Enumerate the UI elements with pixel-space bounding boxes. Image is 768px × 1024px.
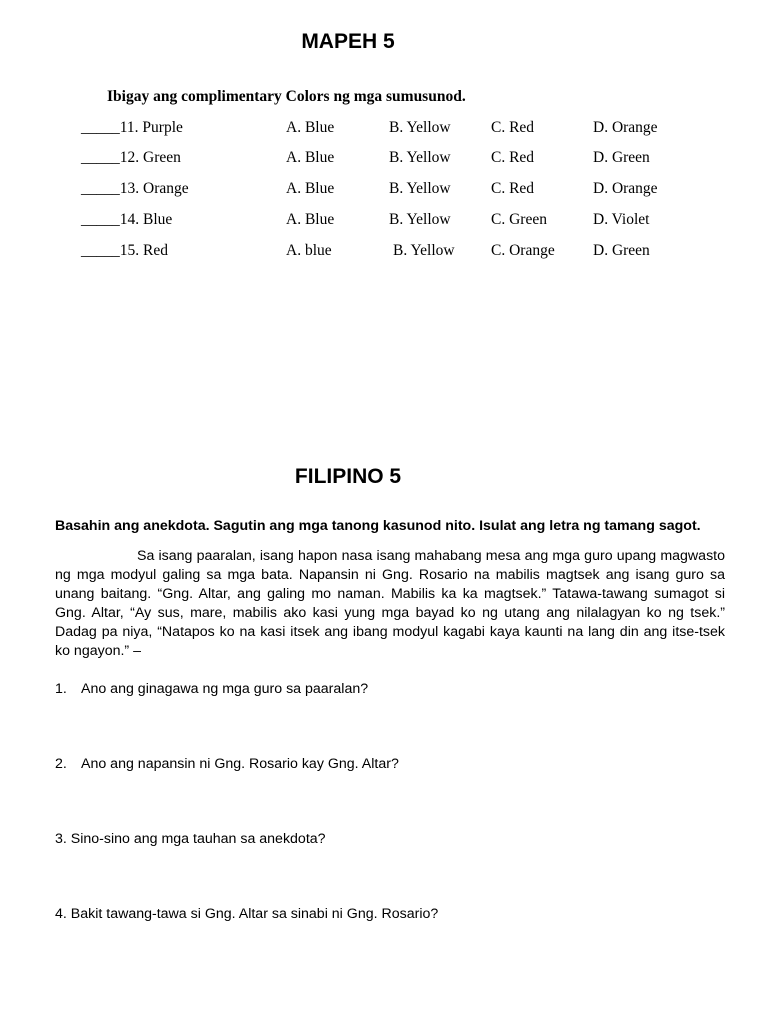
comprehension-question-2: [55, 756, 399, 772]
question-text: Ano ang napansin ni Gng. Rosario kay Gng. Altar?: [81, 756, 399, 772]
choice-d: D. Orange: [593, 180, 658, 197]
comprehension-question-1: [55, 681, 368, 697]
choice-a: A. Blue: [286, 149, 335, 166]
choice-c: C. Red: [491, 119, 535, 136]
mapeh-instruction: Ibigay ang complimentary Colors ng mga sumusunod.: [107, 88, 466, 105]
question-row-15: [0, 242, 768, 264]
question-row-13: [0, 180, 768, 202]
choice-a: A. blue: [286, 242, 332, 259]
choice-c: C. Green: [491, 211, 547, 228]
choice-d: D. Green: [593, 149, 650, 166]
question-text: 3. Sino-sino ang mga tauhan sa anekdota?: [55, 831, 326, 847]
question-text: Ano ang ginagawa ng mga guro sa paaralan?: [81, 681, 369, 697]
question-item: _____12. Green: [81, 149, 181, 166]
choice-d: D. Green: [593, 242, 650, 259]
mapeh-title: MAPEH 5: [301, 30, 395, 53]
choice-b: B. Yellow: [389, 211, 451, 228]
choice-b: B. Yellow: [389, 180, 451, 197]
choice-a: A. Blue: [286, 119, 335, 136]
question-item: _____14. Blue: [81, 211, 173, 228]
choice-c: C. Red: [491, 180, 535, 197]
question-number: 2.: [55, 756, 67, 772]
choice-d: D. Violet: [593, 211, 650, 228]
filipino-title: FILIPINO 5: [294, 465, 402, 488]
choice-d: D. Orange: [593, 119, 658, 136]
choice-b: B. Yellow: [389, 149, 451, 166]
question-item: _____11. Purple: [81, 119, 183, 136]
comprehension-question-4: [55, 906, 438, 922]
filipino-instruction: Basahin ang anekdota. Sagutin ang mga tanong kasunod nito. Isulat ang letra ng tamang sagot.: [55, 518, 701, 534]
comprehension-question-3: [55, 831, 326, 847]
choice-c: C. Orange: [491, 242, 555, 259]
question-row-11: [0, 119, 768, 141]
question-number: 1.: [55, 681, 67, 697]
question-row-12: [0, 149, 768, 171]
choice-a: A. Blue: [286, 180, 335, 197]
question-item: _____13. Orange: [81, 180, 189, 197]
choice-c: C. Red: [491, 149, 535, 166]
anecdote-paragraph: Sa isang paaralan, isang hapon nasa isang mahabang mesa ang mga guro upang magwasto ng mga modyul galing sa mga bata. Napansin ni Gng. Rosario na mabilis magtsek ang isang guro sa unang baitang. “Gng. Altar, ang galing mo naman. Mabilis ka ka magtsek.” Tatawa-tawang sumagot si Gng. Altar, “Ay sus, mare, mabilis ako kasi yung mga bayad ko ng utang ang nilalagyan ko ng tsek.” Dadag pa niya, “Natapos ko na kasi itsek ang ibang modyul kagabi kaya kaunti na lang din ang itse-tsek ko ngayon.” –: [55, 548, 725, 659]
question-row-14: [0, 211, 768, 233]
question-item: _____15. Red: [81, 242, 168, 259]
choice-b: B. Yellow: [393, 242, 455, 259]
choice-b: B. Yellow: [389, 119, 451, 136]
choice-a: A. Blue: [286, 211, 335, 228]
question-text: 4. Bakit tawang-tawa si Gng. Altar sa sinabi ni Gng. Rosario?: [55, 906, 439, 922]
